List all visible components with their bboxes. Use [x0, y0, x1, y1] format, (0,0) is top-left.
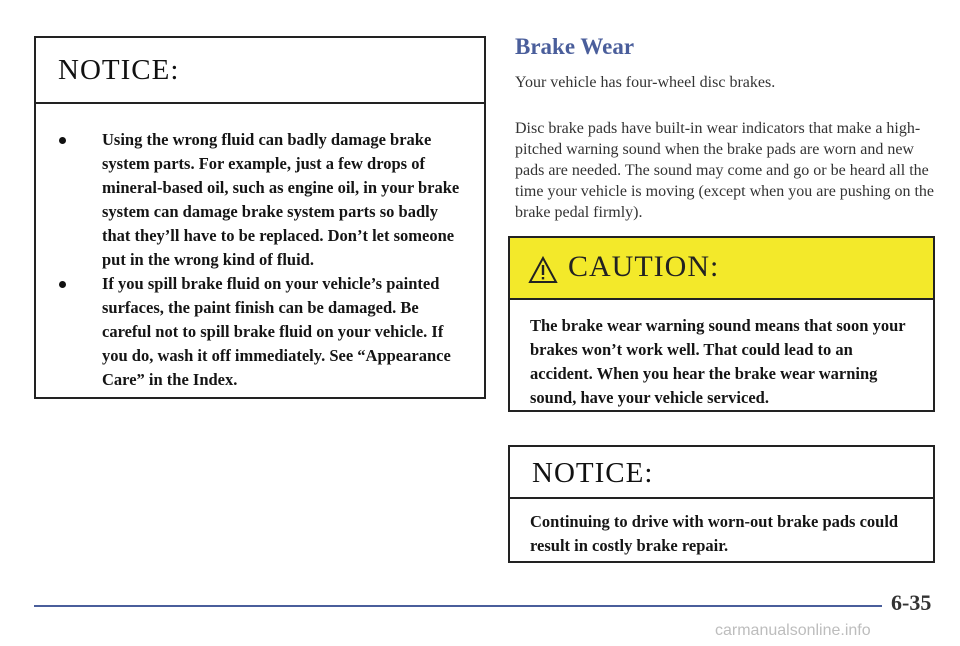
notice-body	[36, 104, 484, 392]
wear-indicator-paragraph: Disc brake pads have built-in wear indicators that make a high-pitched warning sound when the brake pads are worn and new pads are needed. The sound may come and go or be heard all the time your vehicle is moving (except when you are pushing on the brake pedal firmly).	[515, 120, 935, 221]
section-title: Brake Wear	[515, 34, 635, 59]
caution-title: CAUTION:	[568, 250, 720, 283]
notice-bullet-list	[56, 128, 470, 392]
footer-rule	[34, 605, 882, 607]
watermark: carmanualsonline.info	[715, 622, 871, 639]
notice-title: NOTICE:	[510, 447, 933, 499]
intro-paragraph: Your vehicle has four-wheel disc brakes.	[515, 74, 776, 91]
notice-bullet-text: If you spill brake fluid on your vehicle’s painted surfaces, the paint finish can be damaged. Be careful not to spill brake fluid on your vehicle. If you do, wash it off immediately. See “Appearance Care” in the Index.	[102, 274, 451, 389]
warning-triangle-icon	[528, 256, 558, 284]
notice-box-brake-pads	[508, 445, 935, 563]
caution-box	[508, 236, 935, 412]
notice-bullet-text: Using the wrong fluid can badly damage brake system parts. For example, just a few drops of mineral-based oil, such as engine oil, in your brake system can damage brake system parts so badly that they’ll have to be replaced. Don’t let someone put in the wrong kind of fluid.	[102, 130, 460, 269]
notice-bullet-item	[56, 272, 470, 392]
bullet-icon	[59, 281, 66, 288]
notice-bullet-item	[56, 128, 470, 272]
bullet-icon	[59, 137, 66, 144]
notice-title: NOTICE:	[36, 38, 484, 104]
caution-header	[510, 238, 933, 300]
caution-text: The brake wear warning sound means that soon your brakes won’t work well. That could lead to an accident. When you hear the brake wear warning sound, have your vehicle serviced.	[530, 316, 906, 407]
notice-text: Continuing to drive with worn-out brake pads could result in costly brake repair.	[530, 512, 899, 555]
page-number: 6-35	[891, 590, 932, 615]
notice-box-fluid	[34, 36, 486, 399]
